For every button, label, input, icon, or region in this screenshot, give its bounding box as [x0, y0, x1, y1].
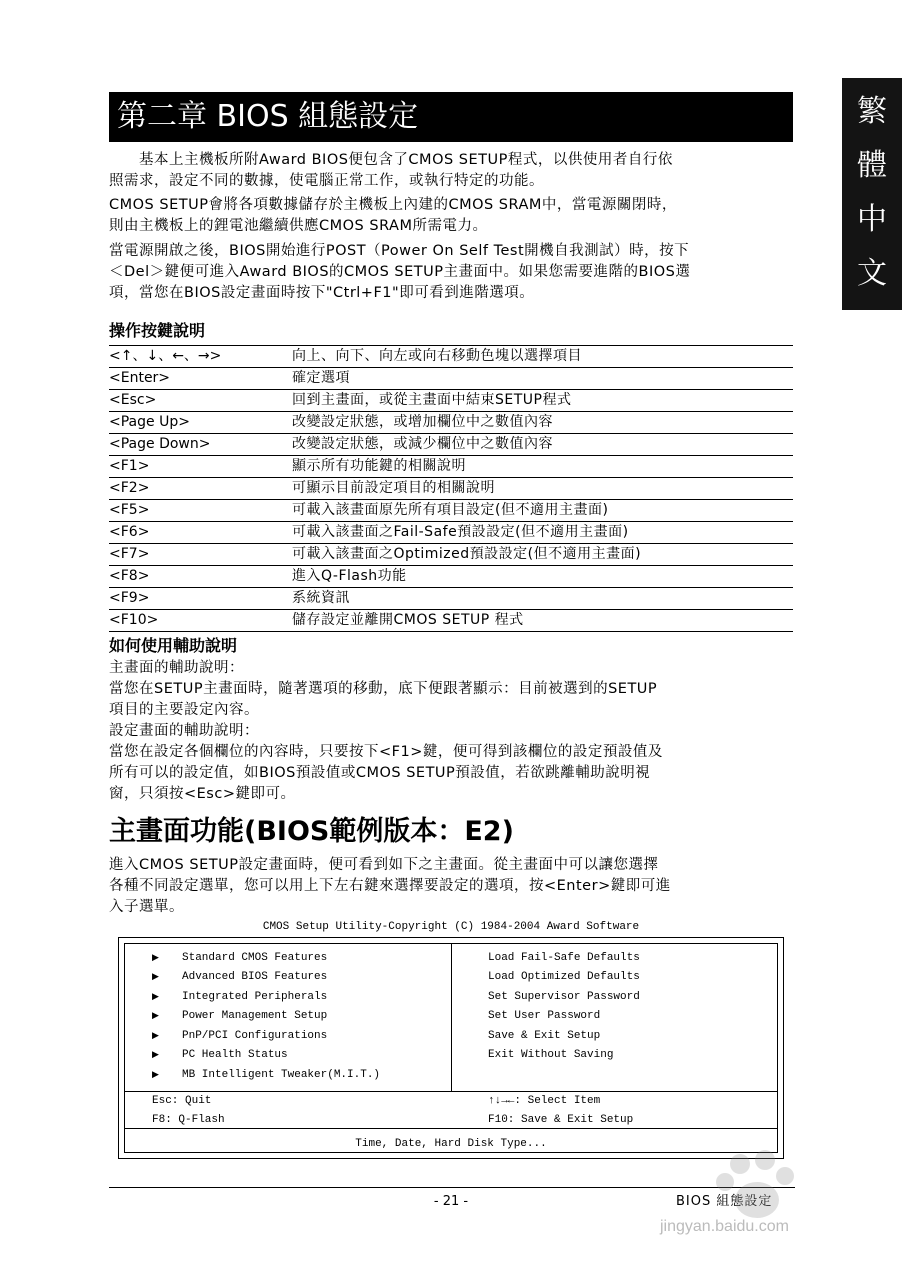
desc-cell: 系統資訊: [292, 590, 350, 606]
bios-menu-item[interactable]: PnP/PCI Configurations: [182, 1030, 328, 1042]
desc-cell: 確定選項: [292, 370, 350, 386]
text-line: 則由主機板上的鋰電池繼續供應CMOS SRAM所需電力。: [109, 218, 488, 234]
side-tab-char: 中: [857, 202, 887, 237]
watermark-text: jingyan.baidu.com: [660, 1218, 789, 1235]
table-row: [109, 456, 793, 478]
bios-menu-item[interactable]: Integrated Peripherals: [182, 991, 328, 1003]
language-side-tab: [842, 78, 902, 310]
bios-menu-item[interactable]: Power Management Setup: [182, 1010, 328, 1022]
text-line: 項目的主要設定內容。: [109, 702, 259, 718]
desc-cell: 儲存設定並離開CMOS SETUP 程式: [292, 612, 524, 628]
desc-cell: 回到主畫面，或從主畫面中結束SETUP程式: [292, 392, 572, 408]
key-cell: <Page Up>: [109, 414, 190, 430]
bios-menu-item[interactable]: Load Fail-Safe Defaults: [488, 952, 640, 964]
desc-cell: 可載入該畫面之Fail-Safe預設設定(但不適用主畫面): [292, 524, 629, 540]
bios-screen: [118, 937, 784, 1159]
text-line: 進入CMOS SETUP設定畫面時，便可看到如下之主畫面。從主畫面中可以讓您選擇: [109, 857, 659, 873]
intro-paragraph-1: [109, 150, 795, 192]
text-line: 項，當您在BIOS設定畫面時按下"Ctrl+F1"即可看到進階選項。: [109, 285, 535, 301]
desc-cell: 進入Q-Flash功能: [292, 568, 407, 584]
key-cell: <F5>: [109, 502, 150, 518]
table-row: [109, 434, 793, 456]
key-cell: <↑、↓、←、→>: [109, 348, 222, 364]
keys-heading: 操作按鍵說明: [109, 321, 206, 340]
key-cell: <F10>: [109, 612, 159, 628]
text-line: CMOS SETUP會將各項數據儲存於主機板上內建的CMOS SRAM中，當電源關閉時，: [109, 197, 677, 213]
table-row: [109, 346, 793, 368]
hint-f10: F10: Save & Exit Setup: [488, 1114, 634, 1126]
bios-menu-item[interactable]: Set Supervisor Password: [488, 991, 640, 1003]
text-line: ＜Del＞鍵便可進入Award BIOS的CMOS SETUP主畫面中。如果您需要進階的BIOS選: [109, 264, 691, 280]
divider: [125, 1091, 777, 1092]
bios-menu-item[interactable]: Exit Without Saving: [488, 1049, 614, 1061]
table-row: [109, 566, 793, 588]
keys-table: [109, 345, 793, 632]
footer-chapter-label: BIOS 組態設定: [676, 1194, 773, 1209]
desc-cell: 可顯示目前設定項目的相關說明: [292, 480, 495, 496]
text-line: 當電源開啟之後，BIOS開始進行POST（Power On Self Test開機自我測試）時，按下: [109, 243, 690, 259]
text-line: 入子選單。: [109, 899, 184, 915]
triangle-right-icon: ▶: [152, 992, 159, 1002]
help-section: [109, 658, 795, 805]
table-row: [109, 368, 793, 390]
bios-inner-frame: [124, 943, 778, 1153]
triangle-right-icon: ▶: [152, 953, 159, 963]
key-cell: <F6>: [109, 524, 150, 540]
text-line: 設定畫面的輔助說明：: [109, 723, 259, 739]
main-intro: [109, 855, 795, 918]
desc-cell: 改變設定狀態，或增加欄位中之數值內容: [292, 414, 553, 430]
divider: [125, 1128, 777, 1129]
text-line: 所有可以的設定值，如BIOS預設值或CMOS SETUP預設值，若欲跳離輔助說明視: [109, 765, 651, 781]
table-row: [109, 522, 793, 544]
hint-esc: Esc: Quit: [152, 1095, 212, 1107]
side-tab-char: 文: [857, 256, 887, 291]
text-line: 窗，只須按<Esc>鍵即可。: [109, 786, 296, 802]
main-menu-title: 主畫面功能(BIOS範例版本：E2): [109, 816, 514, 847]
table-row: [109, 500, 793, 522]
text-line: 當您在SETUP主畫面時，隨著選項的移動，底下便跟著顯示：目前被選到的SETUP: [109, 681, 658, 697]
bios-menu-item[interactable]: MB Intelligent Tweaker(M.I.T.): [182, 1069, 381, 1081]
key-cell: <F2>: [109, 480, 150, 496]
triangle-right-icon: ▶: [152, 1050, 159, 1060]
chapter-title: 第二章 BIOS 組態設定: [109, 92, 793, 142]
bios-menu-item[interactable]: Set User Password: [488, 1010, 601, 1022]
bios-menu-item[interactable]: Advanced BIOS Features: [182, 971, 328, 983]
desc-cell: 可載入該畫面之Optimized預設設定(但不適用主畫面): [292, 546, 642, 562]
bios-menu-item[interactable]: Load Optimized Defaults: [488, 971, 640, 983]
table-row: [109, 412, 793, 434]
side-tab-char: 繁: [857, 94, 887, 129]
text-line: 當您在設定各個欄位的內容時，只要按下<F1>鍵，便可得到該欄位的設定預設值及: [109, 744, 663, 760]
bios-menu-item[interactable]: Save & Exit Setup: [488, 1030, 601, 1042]
key-cell: <F8>: [109, 568, 150, 584]
text-line: 各種不同設定選單，您可以用上下左右鍵來選擇要設定的選項，按<Enter>鍵即可進: [109, 878, 671, 894]
bios-status-line: Time, Date, Hard Disk Type...: [355, 1138, 547, 1150]
key-cell: <Page Down>: [109, 436, 211, 452]
key-cell: <F1>: [109, 458, 150, 474]
desc-cell: 可載入該畫面原先所有項目設定(但不適用主畫面): [292, 502, 609, 518]
desc-cell: 改變設定狀態，或減少欄位中之數值內容: [292, 436, 553, 452]
side-tab-char: 體: [857, 148, 887, 183]
text-line: 基本上主機板所附Award BIOS便包含了CMOS SETUP程式，以供使用者自行依: [109, 152, 673, 168]
hint-arrows: ↑↓→←: Select Item: [488, 1095, 601, 1107]
help-heading: 如何使用輔助說明: [109, 636, 238, 655]
triangle-right-icon: ▶: [152, 1011, 159, 1021]
table-row: [109, 390, 793, 412]
triangle-right-icon: ▶: [152, 972, 159, 982]
key-cell: <F7>: [109, 546, 150, 562]
table-row: [109, 610, 793, 632]
desc-cell: 顯示所有功能鍵的相關說明: [292, 458, 466, 474]
key-cell: <F9>: [109, 590, 150, 606]
key-cell: <Enter>: [109, 370, 171, 386]
bios-caption: CMOS Setup Utility-Copyright (C) 1984-2004 Award Software: [262, 921, 640, 933]
page-number: - 21 -: [433, 1194, 469, 1209]
text-line: 主畫面的輔助說明：: [109, 660, 244, 676]
divider: [451, 944, 452, 1091]
triangle-right-icon: ▶: [152, 1031, 159, 1041]
key-cell: <Esc>: [109, 392, 157, 408]
intro-paragraph-3: [109, 241, 795, 304]
bios-menu-item[interactable]: Standard CMOS Features: [182, 952, 328, 964]
bios-menu-item[interactable]: PC Health Status: [182, 1049, 288, 1061]
text-line: 照需求，設定不同的數據，使電腦正常工作，或執行特定的功能。: [109, 173, 544, 189]
desc-cell: 向上、向下、向左或向右移動色塊以選擇項目: [292, 348, 582, 364]
table-row: [109, 478, 793, 500]
triangle-right-icon: ▶: [152, 1070, 159, 1080]
hint-f8: F8: Q-Flash: [152, 1114, 225, 1126]
table-row: [109, 588, 793, 610]
intro-paragraph-2: [109, 195, 795, 237]
table-row: [109, 544, 793, 566]
